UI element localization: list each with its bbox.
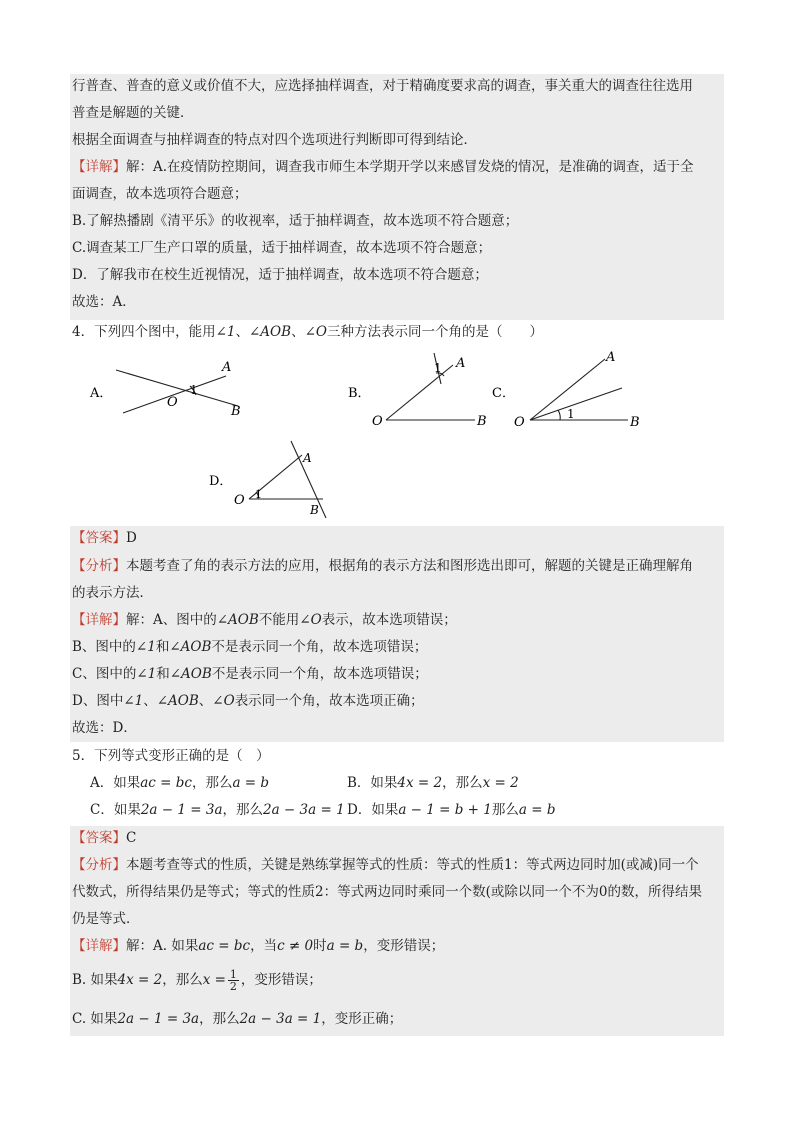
text-line: 普查是解题的关键． <box>72 105 194 121</box>
text-line: 【详解】解：A.在疫情防控期间，调查我市师生本学期开学以来感冒发烧的情况，是准确的调查，适于全 <box>72 159 694 175</box>
q4-detail-c: C、图中的∠1和∠AOB不是表示同一个角，故本选项错误； <box>72 666 428 682</box>
figure-a-point-a: A <box>222 360 232 375</box>
q4-analysis: 【分析】本题考查了角的表示方法的应用，根据角的表示方法和图形选出即可，解题的关键是正确理解角 <box>72 558 693 574</box>
figure-d-point-b: B <box>310 503 319 517</box>
q5-option-a: A．如果ac = bc，那么a = b <box>90 775 270 791</box>
text-line: 故选：A． <box>72 294 136 310</box>
q4-answer: 【答案】D <box>72 530 137 546</box>
text-line: 代数式，所得结果仍是等式；等式的性质2：等式两边同时乘同一个数(或除以同一个不为0的数，所得结果 <box>72 884 702 900</box>
figure-b-point-a: A <box>456 356 466 371</box>
figure-d-point-a: A <box>303 451 312 465</box>
question-5-stem: 5．下列等式变形正确的是（ ） <box>72 748 270 764</box>
text-line: D．了解我市在校生近视情况，适于抽样调查，故本选项不符合题意； <box>72 267 488 283</box>
q5-option-c: C．如果2a − 1 = 3a，那么2a − 3a = 1 <box>90 802 345 818</box>
q4-detail-d: D、图中∠1、∠AOB、∠O表示同一个角，故本选项正确； <box>72 693 424 709</box>
text-line: 的表示方法． <box>72 585 153 601</box>
option-c-label: C． <box>492 386 515 401</box>
figure-b-angle-1: 1 <box>434 361 442 375</box>
text-line: C.调查某工厂生产口罩的质量，适于抽样调查，故本选项不符合题意； <box>72 240 492 256</box>
q5-detail-c: C. 如果2a − 1 = 3a，那么2a − 3a = 1，变形正确； <box>72 1011 403 1027</box>
figure-a-angle-1: 1 <box>190 383 198 397</box>
option-b-label: B． <box>348 386 371 401</box>
q5-detail-a: 【详解】解：A. 如果ac = bc，当c ≠ 0时a = b，变形错误； <box>72 938 445 954</box>
q4-detail-a: 【详解】解：A、图中的∠AOB不能用∠O表示，故本选项错误； <box>72 612 457 628</box>
fraction-one-half: $\frac{1}{2}$ <box>229 968 237 993</box>
text-line: 仍是等式． <box>72 911 140 927</box>
figure-a-point-b: B <box>231 404 241 419</box>
figure-c <box>530 359 628 420</box>
text-line: 面调查，故本选项符合题意； <box>72 186 248 202</box>
figure-c-point-b: B <box>630 415 640 430</box>
figure-c-point-a: A <box>606 350 616 365</box>
text-line: 根据全面调查与抽样调查的特点对四个选项进行判断即可得到结论． <box>72 132 477 148</box>
q5-detail-b: B. 如果4x = 2，那么x = $\frac{1}{2}$ ，变形错误； <box>72 968 322 993</box>
question-4-figures <box>0 340 794 540</box>
q5-option-b: B．如果4x = 2，那么x = 2 <box>347 775 519 791</box>
q5-answer: 【答案】C <box>72 830 137 846</box>
text-line: B.了解热播剧《清平乐》的收视率，适于抽样调查，故本选项不符合题意； <box>72 213 519 229</box>
q5-option-d: D．如果a − 1 = b + 1那么a = b <box>347 802 556 818</box>
figure-b-point-o: O <box>372 414 383 429</box>
figure-a-point-o: O <box>167 395 178 410</box>
option-a-label: A． <box>90 386 113 401</box>
text-line: 行普查、普查的意义或价值不大，应选择抽样调查，对于精确度要求高的调查，事关重大的调查往往选用 <box>72 78 693 94</box>
q5-analysis: 【分析】本题考查等式的性质，关键是熟练掌握等式的性质：等式的性质1：等式两边同时加(或减)同一个 <box>72 857 699 873</box>
question-4-stem: 4．下列四个图中，能用∠1、∠AOB、∠O三种方法表示同一个角的是（ ） <box>72 324 543 340</box>
q4-detail-b: B、图中的∠1和∠AOB不是表示同一个角，故本选项错误； <box>72 639 428 655</box>
figure-c-angle-1: 1 <box>567 407 575 421</box>
figure-d-angle-1: 1 <box>255 488 262 501</box>
figure-c-point-o: O <box>514 415 525 430</box>
detail-tag: 【详解】 <box>72 159 126 175</box>
text-line: 故选：D． <box>72 720 137 736</box>
figure-b-point-b: B <box>477 414 487 429</box>
option-d-label: D． <box>209 474 233 489</box>
figure-d-point-o: O <box>234 493 245 508</box>
